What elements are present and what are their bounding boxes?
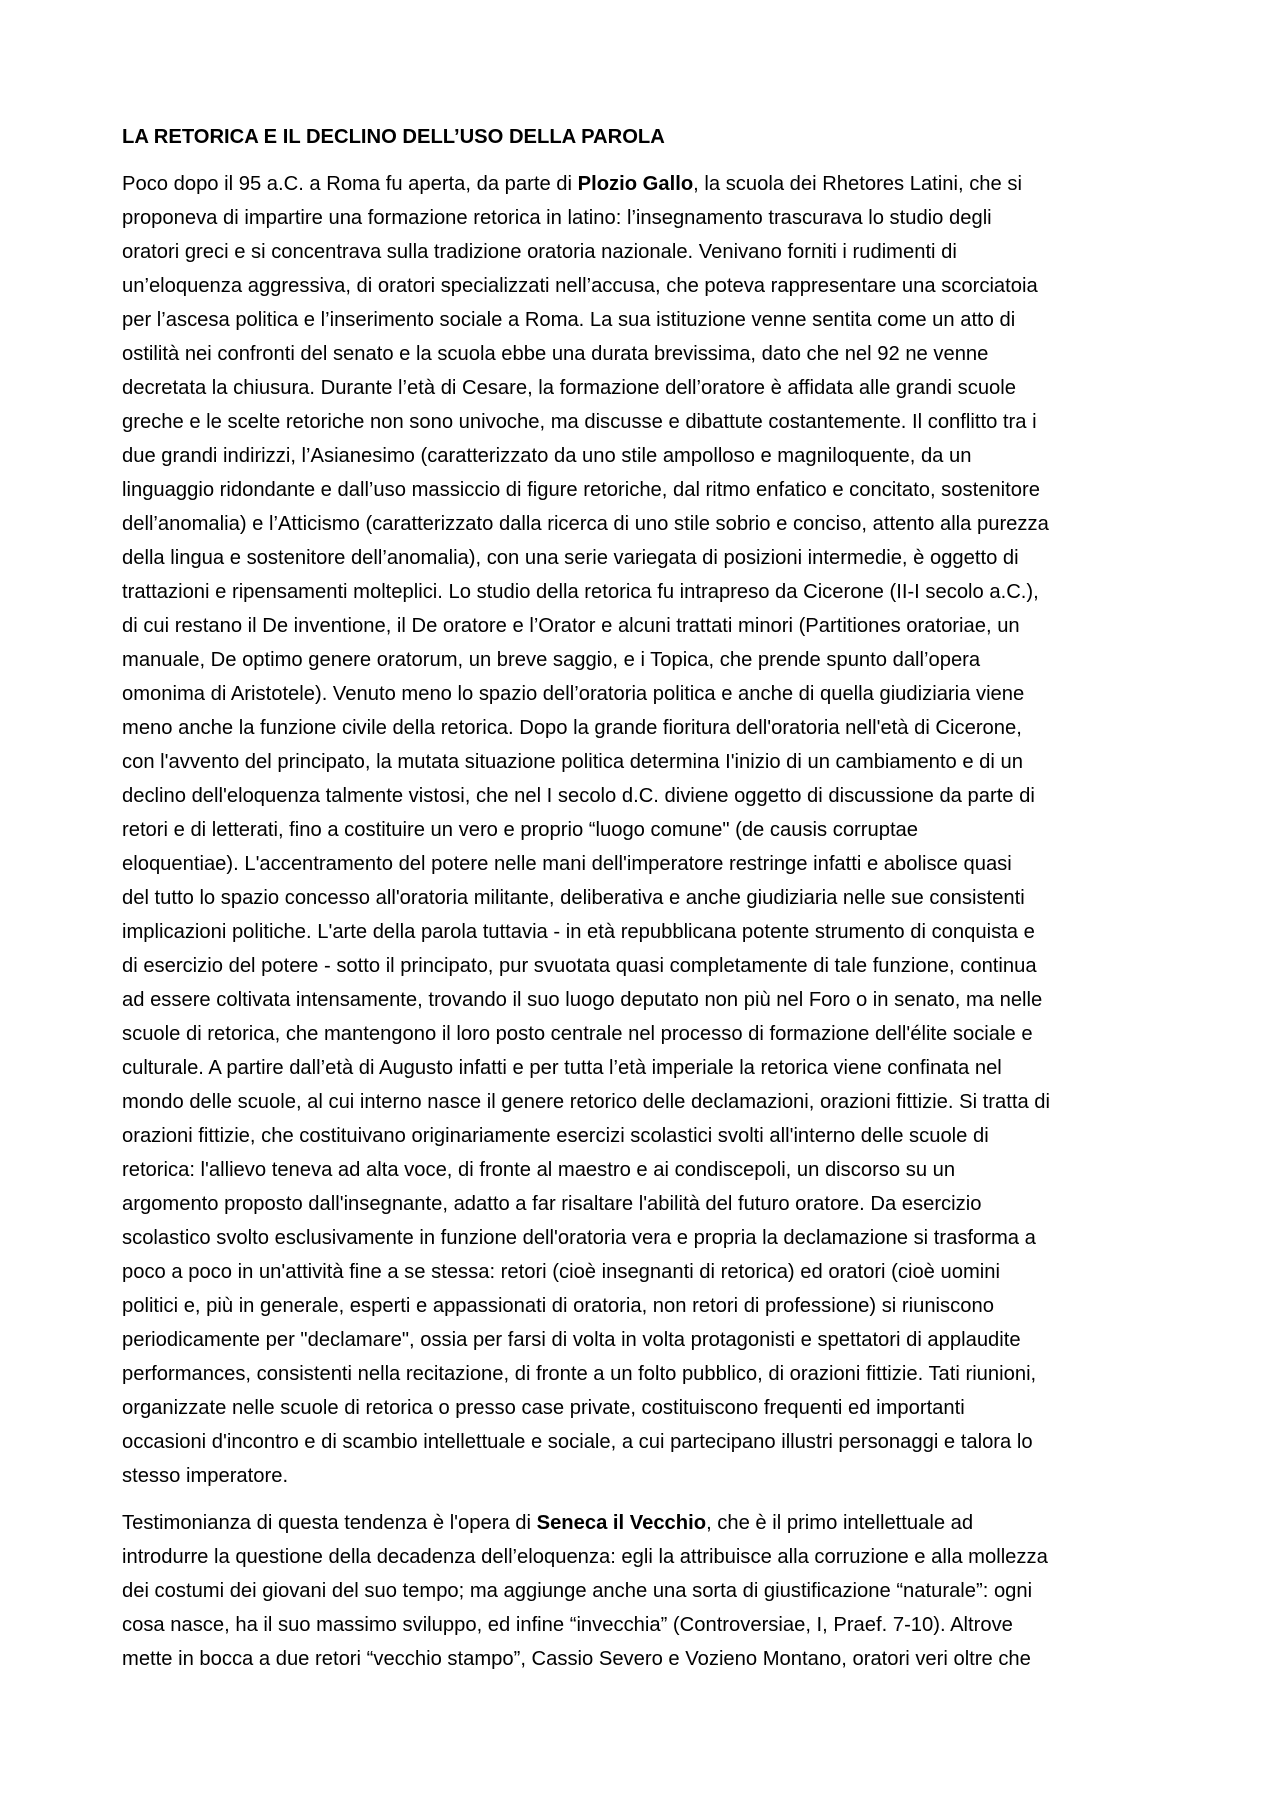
text-line: organizzate nelle scuole di retorica o presso case private, costituiscono frequenti ed importanti (122, 1397, 965, 1419)
text-line: argomento proposto dall'insegnante, adatto a far risaltare l'abilità del futuro oratore. Da esercizio (122, 1193, 982, 1215)
text-line: scolastico svolto esclusivamente in funzione dell'oratoria vera e propria la declamazione si trasforma a (122, 1227, 1036, 1249)
text-line: introdurre la questione della decadenza dell’eloquenza: egli la attribuisce alla corruzione e alla mollezza (122, 1546, 1048, 1568)
text-line: decretata la chiusura. Durante l’età di Cesare, la formazione dell’oratore è affidata alle grandi scuole (122, 377, 1016, 399)
text-line: cosa nasce, ha il suo massimo sviluppo, ed infine “invecchia” (Controversiae, I, Praef. 7-10). Altrove (122, 1614, 1013, 1636)
text-line: orazioni fittizie, che costituivano originariamente esercizi scolastici svolti all'interno delle scuole di (122, 1125, 989, 1147)
text-line: culturale. A partire dall’età di Augusto infatti e per tutta l’età imperiale la retorica viene confinata nel (122, 1057, 1002, 1079)
text-line: della lingua e sostenitore dell’anomalia), con una serie variegata di posizioni intermedie, è oggetto di (122, 547, 1019, 569)
text-line: un’eloquenza aggressiva, di oratori specializzati nell’accusa, che poteva rappresentare una scorciatoia (122, 275, 1038, 297)
document-title: LA RETORICA E IL DECLINO DELL’USO DELLA PAROLA (122, 126, 665, 148)
text-line: periodicamente per "declamare", ossia per farsi di volta in volta protagonisti e spettatori di applaudite (122, 1329, 1021, 1351)
text-line: scuole di retorica, che mantengono il loro posto centrale nel processo di formazione dell'élite sociale e (122, 1023, 1033, 1045)
text-line: ostilità nei confronti del senato e la scuola ebbe una durata brevissima, dato che nel 92 ne venne (122, 343, 989, 365)
paragraph-1 (122, 167, 1222, 1493)
bold-name: Seneca il Vecchio (536, 1512, 707, 1534)
text-line: mette in bocca a due retori “vecchio stampo”, Cassio Severo e Vozieno Montano, oratori veri oltre che (122, 1648, 1031, 1670)
text-line: politici e, più in generale, esperti e appassionati di oratoria, non retori di professione) si riuniscono (122, 1295, 994, 1317)
text-line: meno anche la funzione civile della retorica. Dopo la grande fioritura dell'oratoria nell'età di Cicerone, (122, 717, 1022, 739)
text-line: Poco dopo il 95 a.C. a Roma fu aperta, da parte di Plozio Gallo, la scuola dei Rhetores Latini, che si (122, 173, 1022, 195)
text-line: per l’ascesa politica e l’inserimento sociale a Roma. La sua istituzione venne sentita come un atto di (122, 309, 1016, 331)
text-line: poco a poco in un'attività fine a se stessa: retori (cioè insegnanti di retorica) ed oratori (cioè uomini (122, 1261, 1000, 1283)
document-page (122, 120, 1222, 1676)
text-line: retori e di letterati, fino a costituire un vero e proprio “luogo comune" (de causis corruptae (122, 819, 919, 841)
text-line: mondo delle scuole, al cui interno nasce il genere retorico delle declamazioni, orazioni fittizie. Si tratta di (122, 1091, 1050, 1113)
text-line: omonima di Aristotele). Venuto meno lo spazio dell’oratoria politica e anche di quella giudiziaria viene (122, 683, 1025, 705)
text-line: trattazioni e ripensamenti molteplici. Lo studio della retorica fu intrapreso da Cicerone (II-I secolo a.C.), (122, 581, 1039, 603)
text-line: eloquentiae). L'accentramento del potere nelle mani dell'imperatore restringe infatti e abolisce quasi (122, 853, 1012, 875)
text-line: implicazioni politiche. L'arte della parola tuttavia - in età repubblicana potente strumento di conquista e (122, 921, 1035, 943)
bold-name: Plozio Gallo (577, 173, 694, 195)
text-line: retorica: l'allievo teneva ad alta voce, di fronte al maestro e ai condiscepoli, un discorso su un (122, 1159, 956, 1181)
text-line: greche e le scelte retoriche non sono univoche, ma discusse e dibattute costantemente. Il conflitto tra i (122, 411, 1037, 433)
text-line: con l'avvento del principato, la mutata situazione politica determina I'inizio di un cambiamento e di un (122, 751, 1023, 773)
text-line: due grandi indirizzi, l’Asianesimo (caratterizzato da uno stile ampolloso e magniloquente, da un (122, 445, 972, 467)
text-line: stesso imperatore. (122, 1465, 289, 1487)
text-line: occasioni d'incontro e di scambio intellettuale e sociale, a cui partecipano illustri personaggi e talora lo (122, 1431, 1033, 1453)
text-line: di cui restano il De inventione, il De oratore e l’Orator e alcuni trattati minori (Partitiones oratoriae, un (122, 615, 1020, 637)
text-line: ad essere coltivata intensamente, trovando il suo luogo deputato non più nel Foro o in senato, ma nelle (122, 989, 1043, 1011)
text-line: proponeva di impartire una formazione retorica in latino: l’insegnamento trascurava lo studio degli (122, 207, 992, 229)
text-line: performances, consistenti nella recitazione, di fronte a un folto pubblico, di orazioni fittizie. Tati riunioni, (122, 1363, 1037, 1385)
text-line: dell’anomalia) e l’Atticismo (caratterizzato dalla ricerca di uno stile sobrio e conciso, attento alla purezza (122, 513, 1049, 535)
text-line: linguaggio ridondante e dall’uso massiccio di figure retoriche, dal ritmo enfatico e concitato, sostenitore (122, 479, 1040, 501)
text-line: manuale, De optimo genere oratorum, un breve saggio, e i Topica, che prende spunto dall’opera (122, 649, 981, 671)
paragraph-2 (122, 1506, 1222, 1676)
text-line: oratori greci e si concentrava sulla tradizione oratoria nazionale. Venivano forniti i rudimenti di (122, 241, 957, 263)
text-line: declino dell'eloquenza talmente vistosi, che nel I secolo d.C. diviene oggetto di discussione da parte di (122, 785, 1035, 807)
text-line: Testimonianza di questa tendenza è l'opera di Seneca il Vecchio, che è il primo intellettuale ad (122, 1512, 974, 1534)
text-line: di esercizio del potere - sotto il principato, pur svuotata quasi completamente di tale funzione, continua (122, 955, 1037, 977)
text-line: dei costumi dei giovani del suo tempo; ma aggiunge anche una sorta di giustificazione “naturale”: ogni (122, 1580, 1033, 1602)
text-line: del tutto lo spazio concesso all'oratoria militante, deliberativa e anche giudiziaria nelle sue consistenti (122, 887, 1025, 909)
